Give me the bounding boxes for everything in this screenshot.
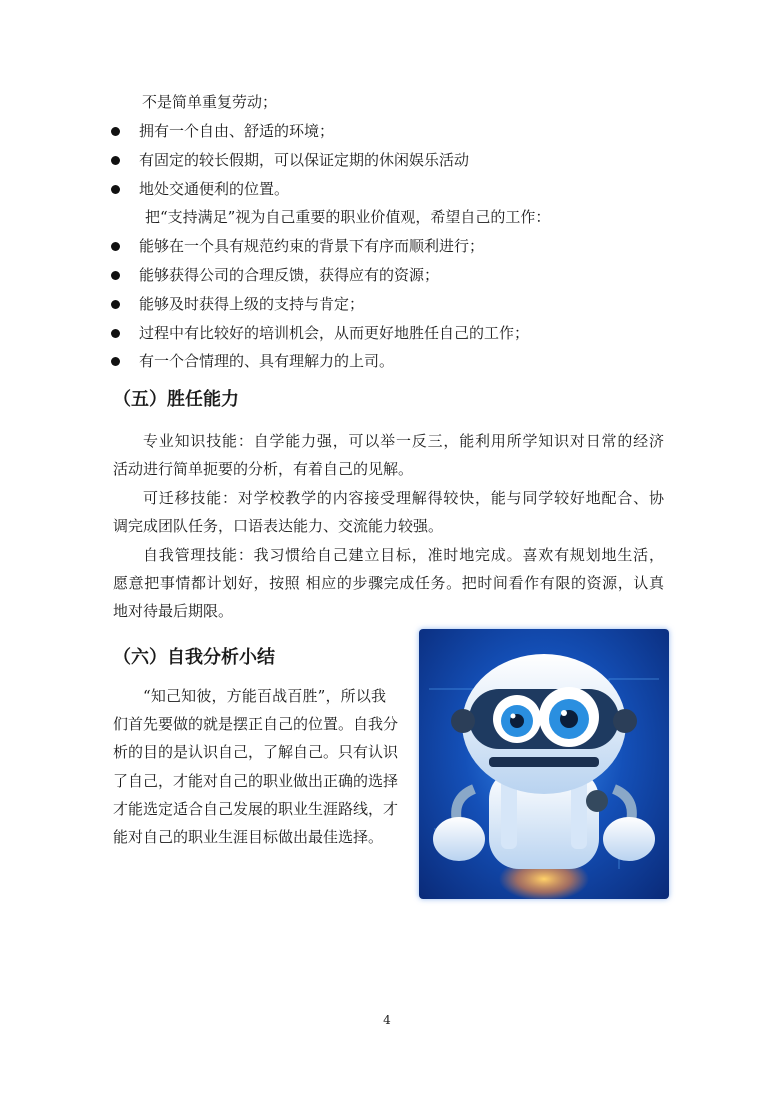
list-item-text: 拥有一个自由、舒适的环境； (139, 122, 335, 140)
paragraph-line: 才能选定适合自己发展的职业生涯路线，才 (113, 800, 399, 818)
bullet-icon (111, 357, 120, 366)
bullet-icon (111, 185, 120, 194)
list-item-text: 过程中有比较好的培训机会，从而更好地胜任自己的工作； (139, 324, 530, 342)
paragraph-line: “知己知彼，方能百战百胜”，所以我 (143, 687, 386, 705)
text-line: 把“支持满足”视为自己重要的职业价值观，希望自己的工作： (145, 208, 551, 226)
page-number: 4 (383, 1013, 391, 1027)
text-line: 不是简单重复劳动； (142, 93, 278, 111)
paragraph-line: 们首先要做的就是摆正自己的位置。自我分 (113, 715, 399, 733)
robot-illustration (419, 629, 669, 899)
list-item-text: 有固定的较长假期，可以保证定期的休闲娱乐活动 (139, 151, 470, 169)
list-item-text: 地处交通便利的位置。 (139, 180, 290, 198)
bullet-icon (111, 329, 120, 338)
bullet-icon (111, 242, 120, 251)
list-item-text: 能够在一个具有规范约束的背景下有序而顺利进行； (139, 237, 485, 255)
bullet-icon (111, 300, 120, 309)
paragraph-line: 专业知识技能：自学能力强，可以举一反三，能利用所学知识对日常的经济 (143, 432, 664, 450)
list-item-text: 能够获得公司的合理反馈，获得应有的资源； (139, 266, 440, 284)
bullet-icon (111, 127, 120, 136)
paragraph-line: 愿意把事情都计划好，按照 相应的步骤完成任务。把时间看作有限的资源，认真 (113, 574, 664, 592)
paragraph-line: 自我管理技能：我习惯给自己建立目标，准时地完成。喜欢有规划地生活， (143, 546, 664, 564)
paragraph-line: 地对待最后期限。 (113, 602, 234, 620)
paragraph-line: 调完成团队任务，口语表达能力、交流能力较强。 (113, 517, 444, 535)
list-item-text: 有一个合情理的、具有理解力的上司。 (139, 352, 395, 370)
paragraph-line: 了自己，才能对自己的职业做出正确的选择 (113, 772, 399, 790)
paragraph-line: 能对自己的职业生涯目标做出最佳选择。 (113, 828, 384, 846)
bullet-icon (111, 156, 120, 165)
robot-icon (419, 629, 669, 899)
paragraph-line: 活动进行简单扼要的分析，有着自己的见解。 (113, 460, 414, 478)
section-heading: （六）自我分析小结 (113, 647, 275, 668)
list-item-text: 能够及时获得上级的支持与肯定； (139, 295, 365, 313)
bullet-icon (111, 271, 120, 280)
section-heading: （五）胜任能力 (113, 389, 239, 410)
paragraph-line: 可迁移技能：对学校教学的内容接受理解得较快，能与同学较好地配合、协 (143, 489, 664, 507)
paragraph-line: 析的目的是认识自己，了解自己。只有认识 (113, 743, 399, 761)
